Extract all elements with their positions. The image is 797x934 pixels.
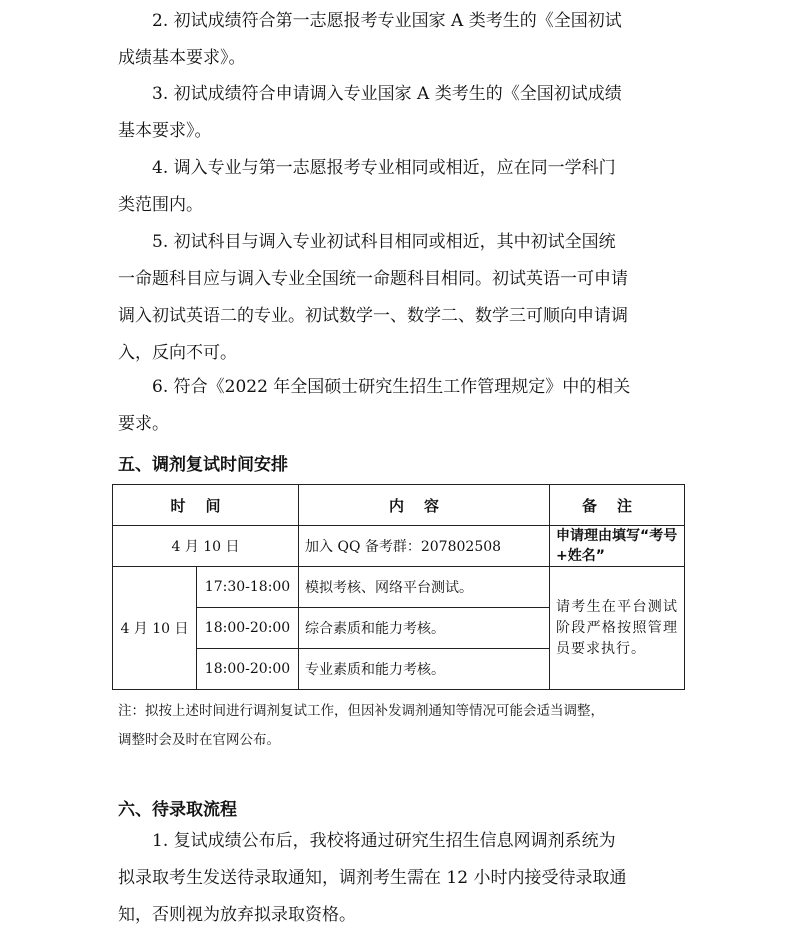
content-cell: 综合素质和能力考核。 <box>299 608 550 649</box>
text-line: 拟录取考生发送待录取通知，调剂考生需在 12 小时内接受待录取通 <box>118 868 627 888</box>
text-line: 成绩基本要求》。 <box>118 48 246 68</box>
admission-item-1 <box>118 823 682 934</box>
note-line: 注：拟按上述时间进行调剂复试工作，但因补发调剂通知等情况可能会适当调整， <box>118 703 604 719</box>
header-time: 时间 <box>113 485 299 526</box>
condition-item-5 <box>118 224 682 372</box>
content-cell: 专业素质和能力考核。 <box>299 649 550 690</box>
time-cell: 17:30-18:00 <box>197 567 299 608</box>
table-header-row <box>113 485 685 526</box>
condition-item-6 <box>118 369 682 443</box>
remark-cell: 请考生在平台测试阶段严格按照管理员要求执行。 <box>550 567 685 690</box>
time-cell: 18:00-20:00 <box>197 649 299 690</box>
condition-item-3 <box>118 76 682 150</box>
text-line: 5. 初试科目与调入专业初试科目相同或相近，其中初试全国统 <box>152 232 616 252</box>
section-heading-schedule: 五、调剂复试时间安排 <box>118 455 288 475</box>
header-remark: 备注 <box>550 485 685 526</box>
text-line: 基本要求》。 <box>118 121 212 141</box>
remark-cell: 申请理由填写“考号+姓名” <box>550 526 685 567</box>
schedule-table <box>112 484 685 690</box>
note-line: 调整时会及时在官网公布。 <box>118 732 280 748</box>
text-line: 要求。 <box>118 414 169 434</box>
content-cell: 加入 QQ 备考群：207802508 <box>299 526 550 567</box>
text-line: 2. 初试成绩符合第一志愿报考专业国家 A 类考生的《全国初试 <box>152 11 622 31</box>
condition-item-4 <box>118 150 682 224</box>
table-note <box>118 697 688 755</box>
section-heading-admission: 六、待录取流程 <box>118 800 237 820</box>
condition-item-2 <box>118 3 682 77</box>
text-line: 3. 初试成绩符合申请调入专业国家 A 类考生的《全国初试成绩 <box>152 84 622 104</box>
time-cell: 18:00-20:00 <box>197 608 299 649</box>
date-cell: 4 月 10 日 <box>113 526 299 567</box>
text-line: 6. 符合《2022 年全国硕士研究生招生工作管理规定》中的相关 <box>152 377 631 397</box>
text-line: 入，反向不可。 <box>118 343 237 363</box>
text-line: 类范围内。 <box>118 195 203 215</box>
text-line: 知，否则视为放弃拟录取资格。 <box>118 905 356 925</box>
date-cell: 4 月 10 日 <box>113 567 197 690</box>
content-cell: 模拟考核、网络平台测试。 <box>299 567 550 608</box>
table-row <box>113 567 685 608</box>
text-line: 4. 调入专业与第一志愿报考专业相同或相近，应在同一学科门 <box>152 158 616 178</box>
text-line: 调入初试英语二的专业。初试数学一、数学二、数学三可顺向申请调 <box>118 306 628 326</box>
header-content: 内容 <box>299 485 550 526</box>
text-line: 一命题科目应与调入专业全国统一命题科目相同。初试英语一可申请 <box>118 269 628 289</box>
text-line: 1. 复试成绩公布后，我校将通过研究生招生信息网调剂系统为 <box>152 831 616 851</box>
table-row <box>113 526 685 567</box>
